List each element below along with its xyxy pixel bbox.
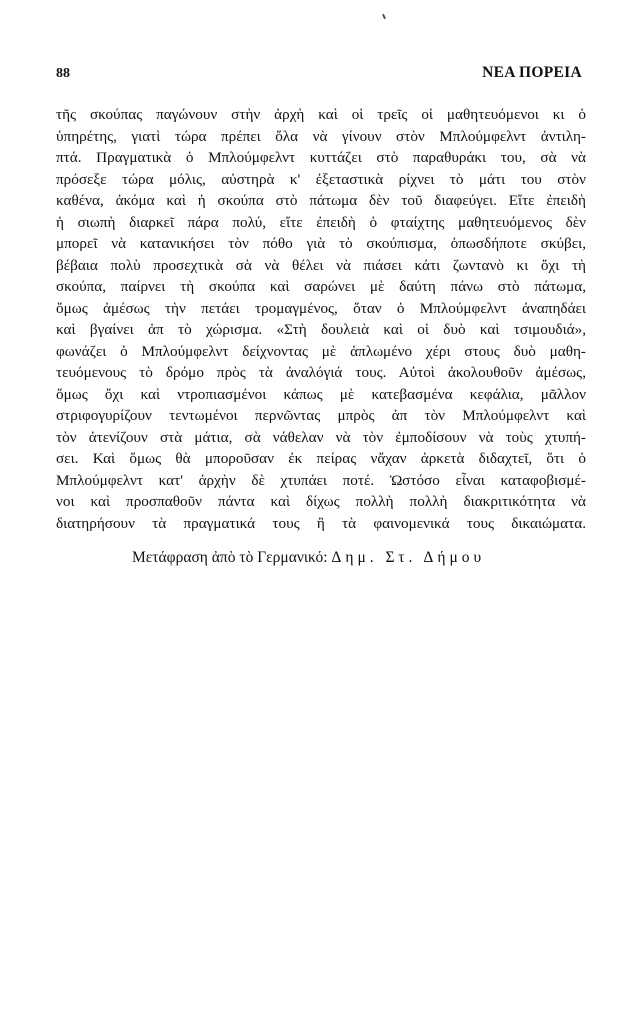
- text-line: καὶ βγαίνει ἀπ τὸ χώρισμα. «Στὴ δουλειὰ καὶ οἱ δυὸ καὶ τσιμουδιά»,: [56, 321, 586, 338]
- text-line: καθένα, ἀκόμα καὶ ἡ σκούπα στὸ πάτωμα δὲν τοῦ διαφεύγει. Εἴτε ἐπειδὴ: [56, 192, 586, 209]
- text-line: ἡ σιωπὴ διαρκεῖ πάρα πολύ, εἴτε ἐπειδὴ ὁ φταίχτης μαθητευόμενος δὲν: [56, 213, 586, 231]
- text-line: νοι καὶ προσπαθοῦν πάντα καὶ δίχως πολλὴ πολλὴ διακριτικότητα νὰ: [56, 493, 586, 510]
- text-line: διατηρήσουν τὰ πραγματικά τους ἢ τὰ φαινομενικά τους δικαιώματα.: [56, 514, 586, 532]
- translator-name: Δημ. Στ. Δήμου: [331, 549, 486, 566]
- text-line: Μπλούμφελντ κατ' ἀρχὴν δὲ χτυπάει ποτέ. Ὡστόσο εἶναι καταφοβισμέ-: [56, 471, 586, 489]
- text-line: τευόμενους τὸ δρόμο πρὸς τὰ ἀναλόγιά τους. Αὐτοὶ ἀκολουθοῦν ἀμέσως,: [56, 364, 586, 381]
- text-line: πρόσεξε τώρα μόλις, αὐστηρὰ κ' ἐξεταστικὰ ρίχνει τὸ μάτι του στὸν: [56, 170, 586, 188]
- text-line: βέβαια πολὺ προσεχτικὰ σὰ νὰ θέλει νὰ πιάσει κάτι ζωντανὸ κι ὄχι τὴ: [56, 256, 586, 274]
- text-line: ὅμως ἀμέσως τὴν πετάει τρομαγμένος, ὅταν ὁ Μπλούμφελντ ἀναπηδάει: [56, 299, 586, 317]
- print-speck: [382, 14, 386, 19]
- text-line: ὅμως ὄχι καὶ ντροπιασμένοι κάπως μὲ κατεβασμένα κεφάλια, μᾶλλον: [56, 385, 586, 403]
- text-line: πτά. Πραγματικὰ ὁ Μπλούμφελντ κυττάζει στὸ παραθυράκι του, σὰ νὰ: [56, 149, 586, 166]
- text-line: τῆς σκούπας παγώνουν στὴν ἀρχὴ καὶ οἱ τρεῖς οἱ μαθητευόμενοι κι ὁ: [56, 106, 586, 123]
- running-head: ΝΕΑ ΠΟΡΕΙΑ: [482, 64, 582, 81]
- text-line: τὸν ἀτενίζουν στὰ μάτια, σὰ νάθελαν νὰ τὸν ἐμποδίσουν νὰ τοὺς χτυπή-: [56, 428, 586, 446]
- credit-prefix: Μετάφραση ἀπὸ τὸ Γερμανικό:: [132, 549, 328, 566]
- text-line: ὑπηρέτης, γιατὶ τώρα πρέπει ὅλα νὰ γίνουν στὸν Μπλούμφελντ ἀντιλη-: [56, 127, 586, 145]
- page-header: [56, 66, 582, 88]
- text-line: μπορεῖ νὰ κατανικήσει τὸν πόθο γιὰ τὸ σκούπισμα, ὁπωσδήποτε σκύβει,: [56, 235, 586, 252]
- page-number: 88: [56, 66, 70, 81]
- text-line: φωνάζει ὁ Μπλούμφελντ δείχνοντας μὲ ἁπλωμένο χέρι στους δυὸ μαθη-: [56, 342, 586, 360]
- text-line: στριφογυρίζουν τεντωμένοι περνῶντας μπρὸς ἀπ τὸν Μπλούμφελντ καὶ: [56, 407, 586, 424]
- translation-credit: [132, 549, 485, 567]
- text-line: σει. Καὶ ὅμως θὰ μποροῦσαν ἐκ πείρας νἄχαν ἀρκετὰ διδαχτεῖ, ὅτι ὁ: [56, 450, 586, 467]
- body-paragraph: [56, 104, 586, 534]
- text-line: σκούπα, παίρνει τὴ σκούπα καὶ σαρώνει μὲ δαύτη πάνω στὸ πάτωμα,: [56, 278, 586, 295]
